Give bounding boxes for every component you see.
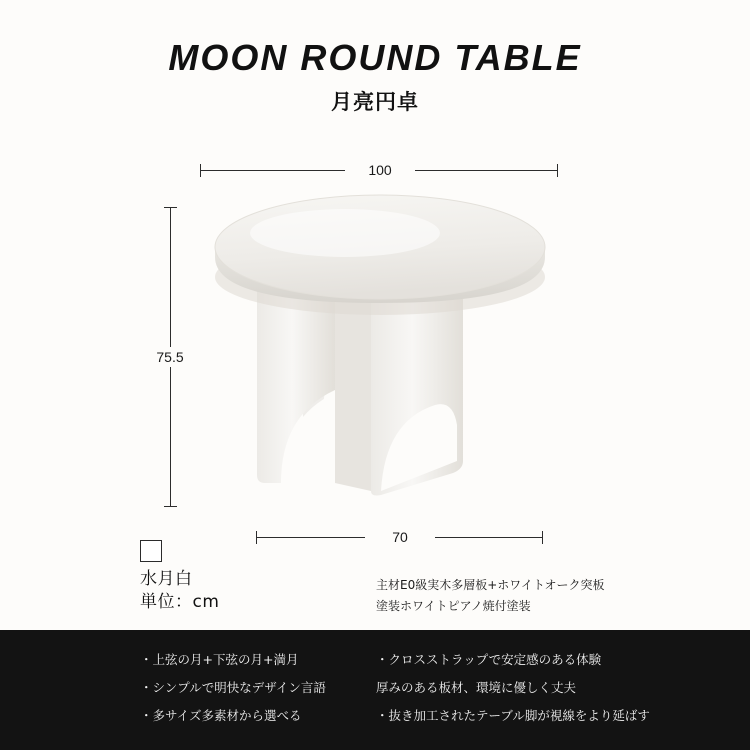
product-image-round-table: [195, 185, 565, 515]
dimension-left-value: 75.5: [138, 347, 202, 367]
feature-item: ・多サイズ多素材から選べる: [140, 708, 302, 723]
feature-item: 厚みのある板材、環境に優しく丈夫: [376, 680, 577, 695]
unit-label: 単位：cm: [140, 592, 220, 612]
feature-item: ・クロスストラップで安定感のある体験: [376, 652, 602, 667]
page-subtitle: 月亮円卓: [331, 90, 419, 114]
title-block: [0, 36, 750, 116]
color-name-label: 水月白: [140, 569, 193, 589]
dimension-top-value: 100: [345, 160, 415, 180]
feature-column-right: [376, 646, 706, 730]
feature-column-left: [140, 646, 370, 730]
dimension-bottom-width: [256, 527, 543, 547]
feature-item: ・抜き加工されたテーブル脚が視線をより延ばす: [376, 708, 650, 723]
dimension-left-height: [156, 207, 184, 507]
feature-item: ・上弦の月+下弦の月+満月: [140, 652, 299, 667]
dimension-bottom-value: 70: [365, 527, 435, 547]
color-swatch-chip: [140, 540, 162, 562]
material-line-1: 主材E0級実木多層板+ホワイトオーク突板: [376, 578, 605, 592]
material-line-2: 塗装ホワイトピアノ焼付塗装: [376, 599, 531, 613]
feature-footer: [0, 630, 750, 750]
material-notes: [376, 575, 706, 617]
dimension-top-width: [200, 160, 558, 180]
feature-item: ・シンプルで明快なデザイン言語: [140, 680, 326, 695]
color-swatch-block: [140, 540, 250, 614]
page-title: MOON ROUND TABLE: [168, 37, 582, 78]
